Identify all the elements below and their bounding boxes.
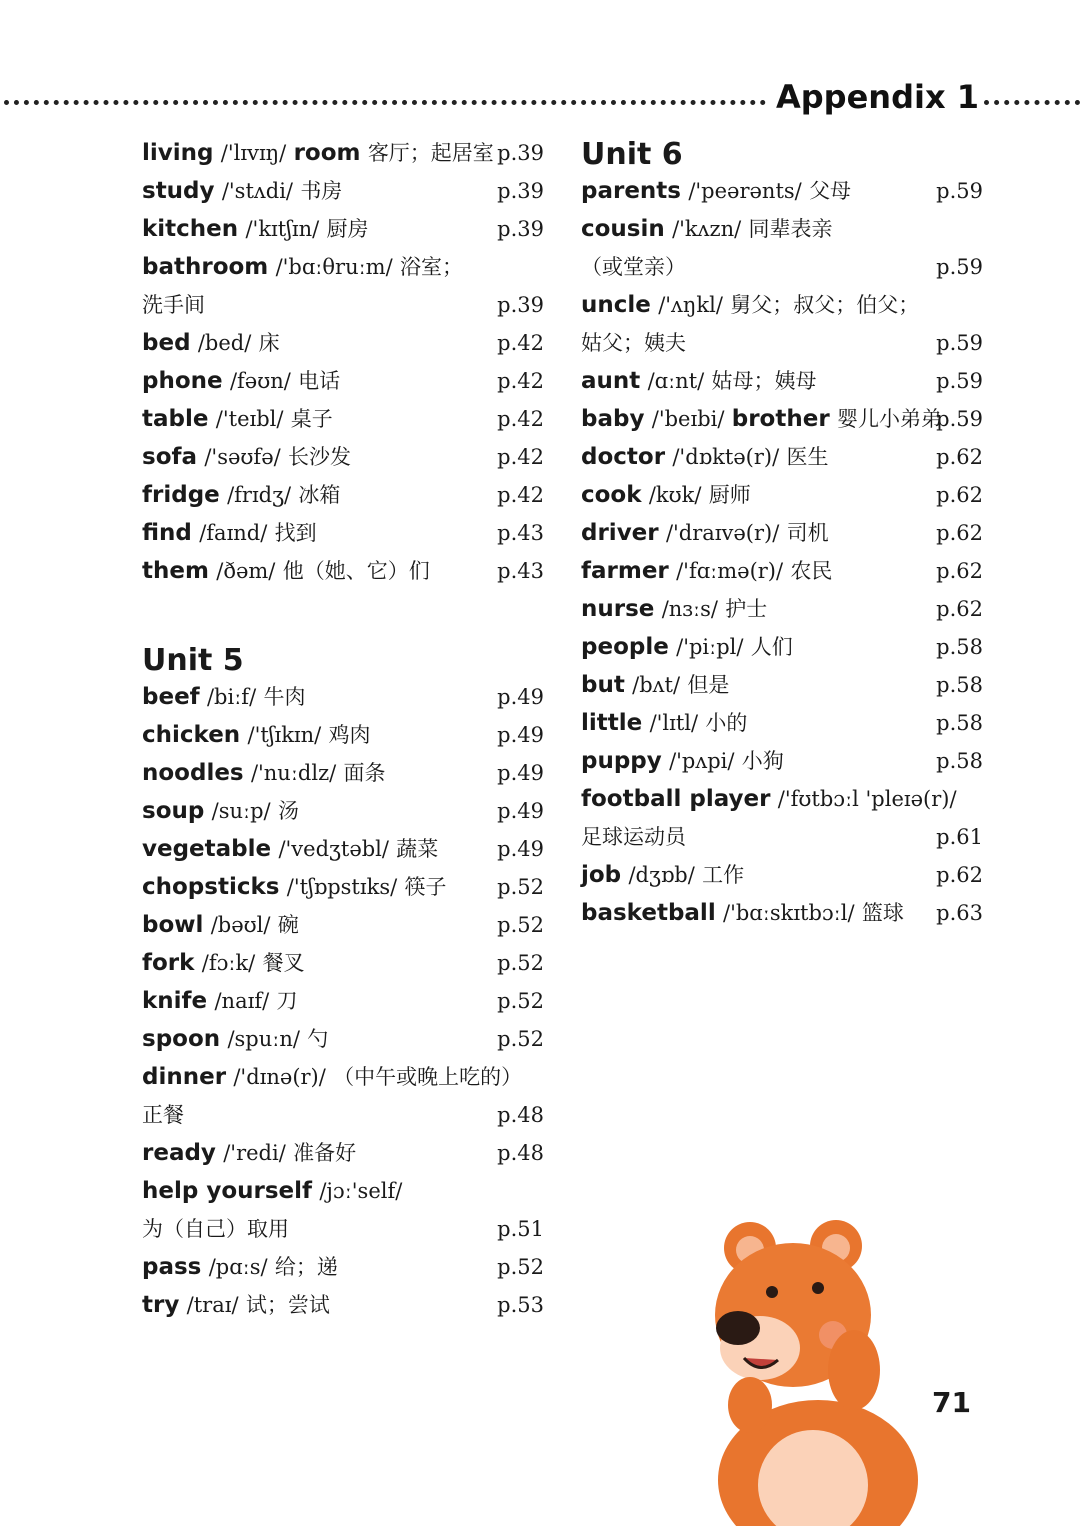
translation: 护士	[725, 597, 768, 621]
translation: 厨师	[708, 483, 751, 507]
translation: 筷子	[404, 875, 447, 899]
entry-text	[581, 326, 686, 360]
translation: 小的	[705, 711, 748, 735]
page-ref: p.42	[497, 483, 544, 507]
bear-eye-right	[812, 1282, 824, 1294]
translation: 牛肉	[263, 685, 306, 709]
phonetic: /faɪnd/	[199, 521, 268, 545]
page-ref: p.59	[936, 179, 983, 203]
entry-text	[142, 1250, 338, 1284]
page-ref: p.62	[936, 597, 983, 621]
dotted-rule-right	[984, 100, 1080, 105]
entry-text	[581, 288, 919, 322]
page-number: 71	[932, 1386, 971, 1419]
headword: soup	[142, 798, 205, 824]
page-ref: p.43	[497, 559, 544, 583]
vocab-entry	[142, 1136, 544, 1170]
headword: kitchen	[142, 216, 239, 242]
unit-6-heading: Unit 6	[581, 137, 683, 172]
phonetic: /'dɪnə(r)/	[233, 1065, 326, 1089]
headword: help yourself	[142, 1178, 313, 1204]
phonetic: /'dɒktə(r)/	[672, 445, 780, 469]
vocab-entry	[581, 782, 983, 816]
phonetic: /'bɑːskɪtbɔːl/	[723, 901, 855, 925]
phonetic: /'stʌdi/	[221, 179, 293, 203]
translation: 冰箱	[298, 483, 341, 507]
page-ref: p.58	[936, 711, 983, 735]
headword: football player	[581, 786, 771, 812]
page-ref: p.63	[936, 901, 983, 925]
vocab-entry	[142, 1212, 544, 1246]
headword: basketball	[581, 900, 716, 926]
headword: knife	[142, 988, 208, 1014]
translation: 人们	[750, 635, 793, 659]
entry-text	[142, 1022, 328, 1056]
entry-text	[142, 478, 340, 512]
phonetic: /dʒɒb/	[628, 863, 695, 887]
page-ref: p.39	[497, 293, 544, 317]
vocab-entry	[142, 440, 544, 474]
vocab-entry	[581, 896, 983, 930]
vocab-entry	[142, 1174, 544, 1208]
page-ref: p.59	[936, 331, 983, 355]
headword-cont: brother	[731, 406, 830, 432]
headword: chopsticks	[142, 874, 280, 900]
headword: bowl	[142, 912, 204, 938]
entry-text	[142, 174, 342, 208]
entry-text	[581, 706, 747, 740]
page-ref: p.49	[497, 799, 544, 823]
entry-text	[142, 1212, 289, 1246]
entry-text	[142, 402, 333, 436]
vocab-entry	[581, 592, 983, 626]
entry-text	[581, 364, 817, 398]
page-ref: p.62	[936, 863, 983, 887]
phonetic: /'tʃɪkɪn/	[247, 723, 322, 747]
headword: aunt	[581, 368, 641, 394]
phonetic: /'lɪtl/	[649, 711, 699, 735]
vocab-entry	[581, 554, 983, 588]
translation: 父母	[809, 179, 852, 203]
vocab-entry	[581, 440, 983, 474]
vocab-entry	[142, 1022, 544, 1056]
page-ref: p.62	[936, 483, 983, 507]
page-ref: p.48	[497, 1103, 544, 1127]
vocab-entry	[142, 554, 544, 588]
page-ref: p.39	[497, 217, 544, 241]
translation: 勺	[307, 1027, 329, 1051]
page-ref: p.52	[497, 1027, 544, 1051]
vocab-entry	[142, 288, 544, 322]
entry-text	[142, 554, 430, 588]
vocab-entry	[142, 718, 544, 752]
entry-text	[581, 212, 833, 246]
headword: bathroom	[142, 254, 269, 280]
phonetic: /frɪdʒ/	[227, 483, 292, 507]
vocab-entry	[142, 1250, 544, 1284]
headword: vegetable	[142, 836, 272, 862]
vocab-entry	[581, 174, 983, 208]
headword: study	[142, 178, 215, 204]
translation: 准备好	[293, 1141, 357, 1165]
phonetic: /'redi/	[223, 1141, 286, 1165]
phonetic: /suːp/	[211, 799, 271, 823]
translation: 工作	[702, 863, 745, 887]
headword: table	[142, 406, 209, 432]
page-ref: p.52	[497, 875, 544, 899]
translation: （或堂亲）	[581, 255, 686, 279]
headword: pass	[142, 1254, 202, 1280]
page-ref: p.49	[497, 837, 544, 861]
translation: 浴室；	[399, 255, 463, 279]
translation: 为（自己）取用	[142, 1217, 289, 1241]
headword: dinner	[142, 1064, 227, 1090]
translation: 洗手间	[142, 293, 205, 317]
entry-text	[581, 250, 686, 284]
phonetic: /'pʌpi/	[669, 749, 735, 773]
phonetic: /'ʌŋkl/	[658, 293, 723, 317]
phonetic: /biːf/	[206, 685, 257, 709]
entry-text	[142, 1098, 184, 1132]
vocab-entry	[581, 250, 983, 284]
page-ref: p.42	[497, 445, 544, 469]
headword: baby	[581, 406, 645, 432]
translation: 蔬菜	[396, 837, 439, 861]
entry-text	[581, 554, 832, 588]
translation: 找到	[274, 521, 317, 545]
phonetic: /traɪ/	[186, 1293, 239, 1317]
headword: little	[581, 710, 643, 736]
headword: cook	[581, 482, 642, 508]
entry-text	[142, 326, 280, 360]
phonetic: /'nuːdlz/	[250, 761, 337, 785]
vocab-entry	[581, 326, 983, 360]
page-ref: p.43	[497, 521, 544, 545]
translation: 给；递	[274, 1255, 338, 1279]
unit-5-heading: Unit 5	[142, 643, 244, 678]
page-ref: p.49	[497, 761, 544, 785]
entry-text	[142, 1288, 330, 1322]
translation: 桌子	[290, 407, 333, 431]
phonetic: /'fʊtbɔːl 'pleɪə(r)/	[777, 787, 957, 811]
translation: 长沙发	[288, 445, 352, 469]
headword: bed	[142, 330, 191, 356]
page-ref: p.42	[497, 407, 544, 431]
vocab-entry	[142, 478, 544, 512]
translation: （中午或晚上吃的）	[333, 1065, 523, 1089]
entry-text	[142, 908, 299, 942]
bear-paw-left	[728, 1377, 772, 1433]
translation: 但是	[687, 673, 730, 697]
headword: sofa	[142, 444, 198, 470]
headword: phone	[142, 368, 223, 394]
page-ref: p.52	[497, 951, 544, 975]
entry-text	[142, 794, 299, 828]
headword: farmer	[581, 558, 669, 584]
entry-text	[581, 516, 829, 550]
translation: 农民	[790, 559, 833, 583]
entry-text	[581, 782, 957, 816]
page-ref: p.59	[936, 407, 983, 431]
vocab-entry	[142, 136, 544, 170]
bear-illustration	[668, 1210, 920, 1526]
translation: 鸡肉	[328, 723, 371, 747]
entry-text	[142, 288, 205, 322]
entry-text	[142, 756, 386, 790]
page-ref: p.39	[497, 141, 544, 165]
phonetic: /fɔːk/	[201, 951, 256, 975]
page-ref: p.58	[936, 673, 983, 697]
entry-text	[581, 858, 744, 892]
entry-text	[142, 870, 446, 904]
vocab-entry	[142, 756, 544, 790]
entry-text	[142, 250, 463, 284]
bear-paw-right	[828, 1330, 880, 1410]
vocab-entry	[142, 870, 544, 904]
phonetic: /'lɪvɪŋ/	[220, 141, 287, 165]
entry-text	[142, 1136, 356, 1170]
vocab-entry	[581, 744, 983, 778]
page-ref: p.42	[497, 369, 544, 393]
page-ref: p.42	[497, 331, 544, 355]
translation: 足球运动员	[581, 825, 686, 849]
entry-text	[142, 212, 369, 246]
headword: cousin	[581, 216, 665, 242]
translation: 书房	[300, 179, 343, 203]
phonetic: /bəʊl/	[210, 913, 271, 937]
vocab-entry	[142, 212, 544, 246]
headword: chicken	[142, 722, 241, 748]
bear-eye-left	[766, 1286, 778, 1298]
translation: 司机	[786, 521, 829, 545]
phonetic: /jɔː'self/	[319, 1179, 403, 1203]
translation: 面条	[343, 761, 386, 785]
phonetic: /'kʌzn/	[672, 217, 742, 241]
entry-text	[142, 984, 297, 1018]
headword: driver	[581, 520, 659, 546]
headword: ready	[142, 1140, 216, 1166]
vocab-entry	[581, 402, 983, 436]
translation: 客厅；起居室	[367, 141, 494, 165]
phonetic: /'vedʒtəbl/	[278, 837, 389, 861]
entry-text	[581, 440, 829, 474]
translation: 汤	[277, 799, 299, 823]
phonetic: /bʌt/	[632, 673, 681, 697]
vocab-entry	[142, 1098, 544, 1132]
page-ref: p.59	[936, 369, 983, 393]
phonetic: /kʊk/	[648, 483, 702, 507]
vocab-entry	[142, 794, 544, 828]
page-ref: p.49	[497, 685, 544, 709]
headword: fridge	[142, 482, 220, 508]
entry-text	[142, 718, 371, 752]
translation: 婴儿小弟弟	[836, 407, 942, 431]
translation: 小狗	[741, 749, 784, 773]
phonetic: /'fɑːmə(r)/	[676, 559, 784, 583]
phonetic: /'kɪtʃɪn/	[245, 217, 320, 241]
page-title: Appendix 1	[776, 78, 979, 116]
phonetic: /nɜːs/	[661, 597, 718, 621]
vocab-entry	[581, 858, 983, 892]
entry-text	[142, 680, 305, 714]
translation: 电话	[298, 369, 341, 393]
page-ref: p.39	[497, 179, 544, 203]
vocab-entry	[142, 402, 544, 436]
vocab-entry	[581, 364, 983, 398]
vocab-entry	[581, 212, 983, 246]
vocab-entry	[142, 908, 544, 942]
phonetic: /'peərənts/	[688, 179, 802, 203]
vocab-entry	[142, 250, 544, 284]
vocab-entry	[142, 1288, 544, 1322]
translation: 姑父；姨夫	[581, 331, 686, 355]
translation: 碗	[277, 913, 299, 937]
page-ref: p.53	[497, 1293, 544, 1317]
vocab-entry	[142, 832, 544, 866]
translation: 正餐	[142, 1103, 184, 1127]
entry-text	[142, 516, 317, 550]
phonetic: /'bɑːθruːm/	[275, 255, 393, 279]
entry-text	[142, 1174, 402, 1208]
page-ref: p.59	[936, 255, 983, 279]
entry-text	[142, 1060, 522, 1094]
entry-text	[581, 668, 729, 702]
dotted-rule-left	[4, 100, 766, 105]
page-ref: p.52	[497, 913, 544, 937]
entry-text	[581, 592, 767, 626]
vocab-entry	[581, 706, 983, 740]
headword-cont: room	[293, 140, 361, 166]
phonetic: /'səʊfə/	[204, 445, 281, 469]
vocab-entry	[581, 630, 983, 664]
headword: nurse	[581, 596, 655, 622]
headword: noodles	[142, 760, 244, 786]
vocab-entry	[142, 1060, 544, 1094]
vocab-entry	[142, 680, 544, 714]
translation: 刀	[276, 989, 298, 1013]
page-ref: p.52	[497, 989, 544, 1013]
headword: fork	[142, 950, 195, 976]
entry-text	[581, 478, 751, 512]
phonetic: /fəʊn/	[229, 369, 291, 393]
headword: try	[142, 1292, 180, 1318]
vocab-entry	[581, 288, 983, 322]
translation: 姑母；姨母	[711, 369, 817, 393]
headword: puppy	[581, 748, 662, 774]
entry-text	[581, 896, 904, 930]
page-ref: p.58	[936, 635, 983, 659]
vocab-entry	[142, 984, 544, 1018]
translation: 同辈表亲	[748, 217, 833, 241]
phonetic: /'tʃɒpstɪks/	[286, 875, 398, 899]
headword: people	[581, 634, 669, 660]
phonetic: /'piːpl/	[676, 635, 744, 659]
phonetic: /'beɪbi/	[651, 407, 725, 431]
entry-text	[142, 946, 305, 980]
appendix-header	[0, 78, 1080, 118]
entry-text	[142, 832, 438, 866]
translation: 舅父；叔父；伯父；	[730, 293, 920, 317]
translation: 医生	[786, 445, 829, 469]
headword: job	[581, 862, 622, 888]
entry-text	[142, 440, 351, 474]
page-ref: p.62	[936, 445, 983, 469]
headword: but	[581, 672, 625, 698]
translation: 试；尝试	[245, 1293, 330, 1317]
entry-text	[581, 174, 851, 208]
headword: living	[142, 140, 214, 166]
headword: parents	[581, 178, 681, 204]
translation: 厨房	[326, 217, 369, 241]
page-ref: p.58	[936, 749, 983, 773]
vocab-entry	[581, 820, 983, 854]
entry-text	[142, 364, 340, 398]
vocab-entry	[142, 516, 544, 550]
entry-text	[581, 630, 793, 664]
translation: 他（她、它）们	[282, 559, 430, 583]
entry-text	[581, 820, 686, 854]
vocab-entry	[142, 326, 544, 360]
phonetic: /'draɪvə(r)/	[665, 521, 780, 545]
headword: beef	[142, 684, 200, 710]
vocab-entry	[581, 516, 983, 550]
translation: 床	[258, 331, 280, 355]
phonetic: /ɑːnt/	[647, 369, 705, 393]
entry-text	[581, 744, 784, 778]
phonetic: /'teɪbl/	[215, 407, 284, 431]
phonetic: /pɑːs/	[208, 1255, 268, 1279]
page-ref: p.52	[497, 1255, 544, 1279]
page-ref: p.61	[936, 825, 983, 849]
page-ref: p.62	[936, 559, 983, 583]
headword: doctor	[581, 444, 666, 470]
entry-text	[581, 402, 942, 436]
vocab-entry	[581, 668, 983, 702]
translation: 餐叉	[262, 951, 305, 975]
page-ref: p.62	[936, 521, 983, 545]
vocab-entry	[581, 478, 983, 512]
page-ref: p.51	[497, 1217, 544, 1241]
headword: spoon	[142, 1026, 221, 1052]
phonetic: /bed/	[197, 331, 252, 355]
vocab-entry	[142, 174, 544, 208]
phonetic: /ðəm/	[216, 559, 276, 583]
page-ref: p.49	[497, 723, 544, 747]
phonetic: /naɪf/	[214, 989, 270, 1013]
headword: them	[142, 558, 209, 584]
translation: 篮球	[861, 901, 904, 925]
vocab-entry	[142, 364, 544, 398]
headword: find	[142, 520, 192, 546]
phonetic: /spuːn/	[227, 1027, 300, 1051]
page-ref: p.48	[497, 1141, 544, 1165]
bear-nose	[716, 1311, 760, 1345]
vocab-entry	[142, 946, 544, 980]
headword: uncle	[581, 292, 651, 318]
entry-text	[142, 136, 494, 170]
